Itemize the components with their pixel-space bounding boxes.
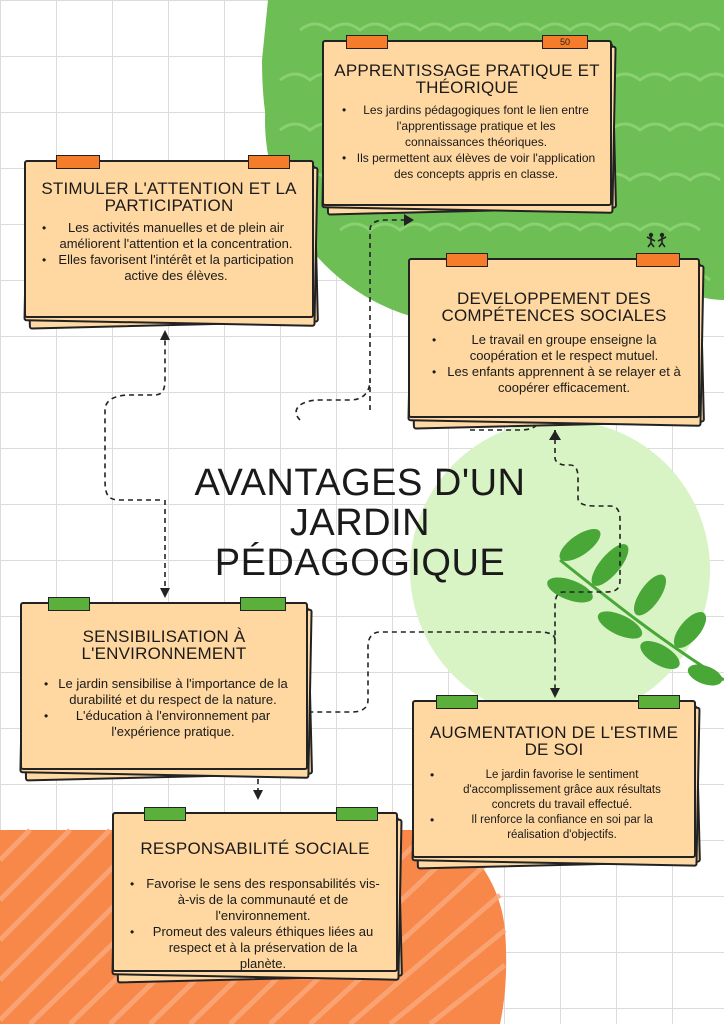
list-item: • Elles favorisent l'intérêt et la participation active des élèves.	[56, 252, 296, 284]
card-list	[446, 332, 682, 396]
tape-icon	[446, 253, 488, 267]
list-item: • Le travail en groupe enseigne la coopération et le respect mutuel.	[446, 332, 682, 364]
card-front	[412, 700, 696, 858]
list-item: • Promeut des valeurs éthiques liées au respect et à la préservation de la planète.	[144, 924, 382, 972]
tape-icon	[436, 695, 478, 709]
list-item: • Les enfants apprennent à se relayer et à coopérer efficacement.	[446, 364, 682, 396]
tag-number: 50	[542, 35, 588, 49]
tape-icon	[144, 807, 186, 821]
list-item: • Ils permettent aux élèves de voir l'application des concepts appris en classe.	[356, 150, 596, 182]
arrow-environnement	[160, 588, 170, 598]
card-front	[408, 258, 700, 418]
tape-icon	[56, 155, 100, 169]
tape-icon	[48, 597, 90, 611]
arrow-apprentissage	[404, 214, 414, 226]
tape-icon	[346, 35, 388, 49]
arrow-responsabilite	[253, 790, 263, 800]
card-title: AUGMENTATION DE L'ESTIME DE SOI	[429, 723, 679, 759]
card-apprentissage	[322, 37, 612, 206]
card-list	[56, 220, 296, 284]
tape-icon	[636, 253, 680, 267]
card-title: STIMULER L'ATTENTION ET LA PARTICIPATION	[41, 179, 297, 215]
card-title: RESPONSABILITÉ SOCIALE	[140, 839, 370, 858]
card-list	[444, 768, 680, 843]
card-list	[356, 102, 596, 182]
arrow-attention	[160, 330, 170, 340]
arrow-competences	[549, 430, 561, 440]
card-front	[322, 37, 612, 206]
tape-icon	[336, 807, 378, 821]
list-item: • L'éducation à l'environnement par l'expérience pratique.	[58, 708, 288, 740]
card-front	[24, 160, 314, 318]
children-icon	[645, 232, 669, 248]
card-estime	[412, 700, 696, 858]
list-item: • Les activités manuelles et de plein air améliorent l'attention et la concentration.	[56, 220, 296, 252]
page-title: AVANTAGES D'UN JARDIN PÉDAGOGIQUE	[194, 462, 526, 585]
arrow-estime	[550, 688, 560, 698]
card-environnement	[20, 602, 308, 770]
connector-title-apprentissage	[296, 380, 370, 420]
list-item: • Les jardins pédagogiques font le lien entre l'apprentissage pratique et les connaissances théoriques.	[356, 102, 596, 150]
card-title: DEVELOPPEMENT DES COMPÉTENCES SOCIALES	[441, 289, 667, 325]
connector-apprentissage-competences	[370, 220, 410, 410]
card-attention	[24, 160, 314, 318]
tape-icon	[638, 695, 680, 709]
card-front	[112, 812, 398, 972]
list-item: • Le jardin favorise le sentiment d'accomplissement grâce aux résultats concrets du travail effectué.	[444, 768, 680, 813]
tape-icon	[240, 597, 286, 611]
card-responsabilite	[112, 812, 398, 972]
card-title: SENSIBILISATION À L'ENVIRONNEMENT	[81, 627, 247, 663]
card-front	[20, 602, 308, 770]
list-item: • Il renforce la confiance en soi par la réalisation d'objectifs.	[444, 813, 680, 843]
list-item: • Le jardin sensibilise à l'importance de la durabilité et du respect de la nature.	[58, 676, 288, 708]
card-competences	[408, 258, 700, 418]
card-title: APPRENTISSAGE PRATIQUE ET THÉORIQUE	[334, 61, 600, 97]
card-list	[144, 876, 382, 972]
list-item: • Favorise le sens des responsabilités vis-à-vis de la communauté et de l'environnement.	[144, 876, 382, 924]
tape-icon	[248, 155, 290, 169]
card-list	[58, 676, 288, 740]
